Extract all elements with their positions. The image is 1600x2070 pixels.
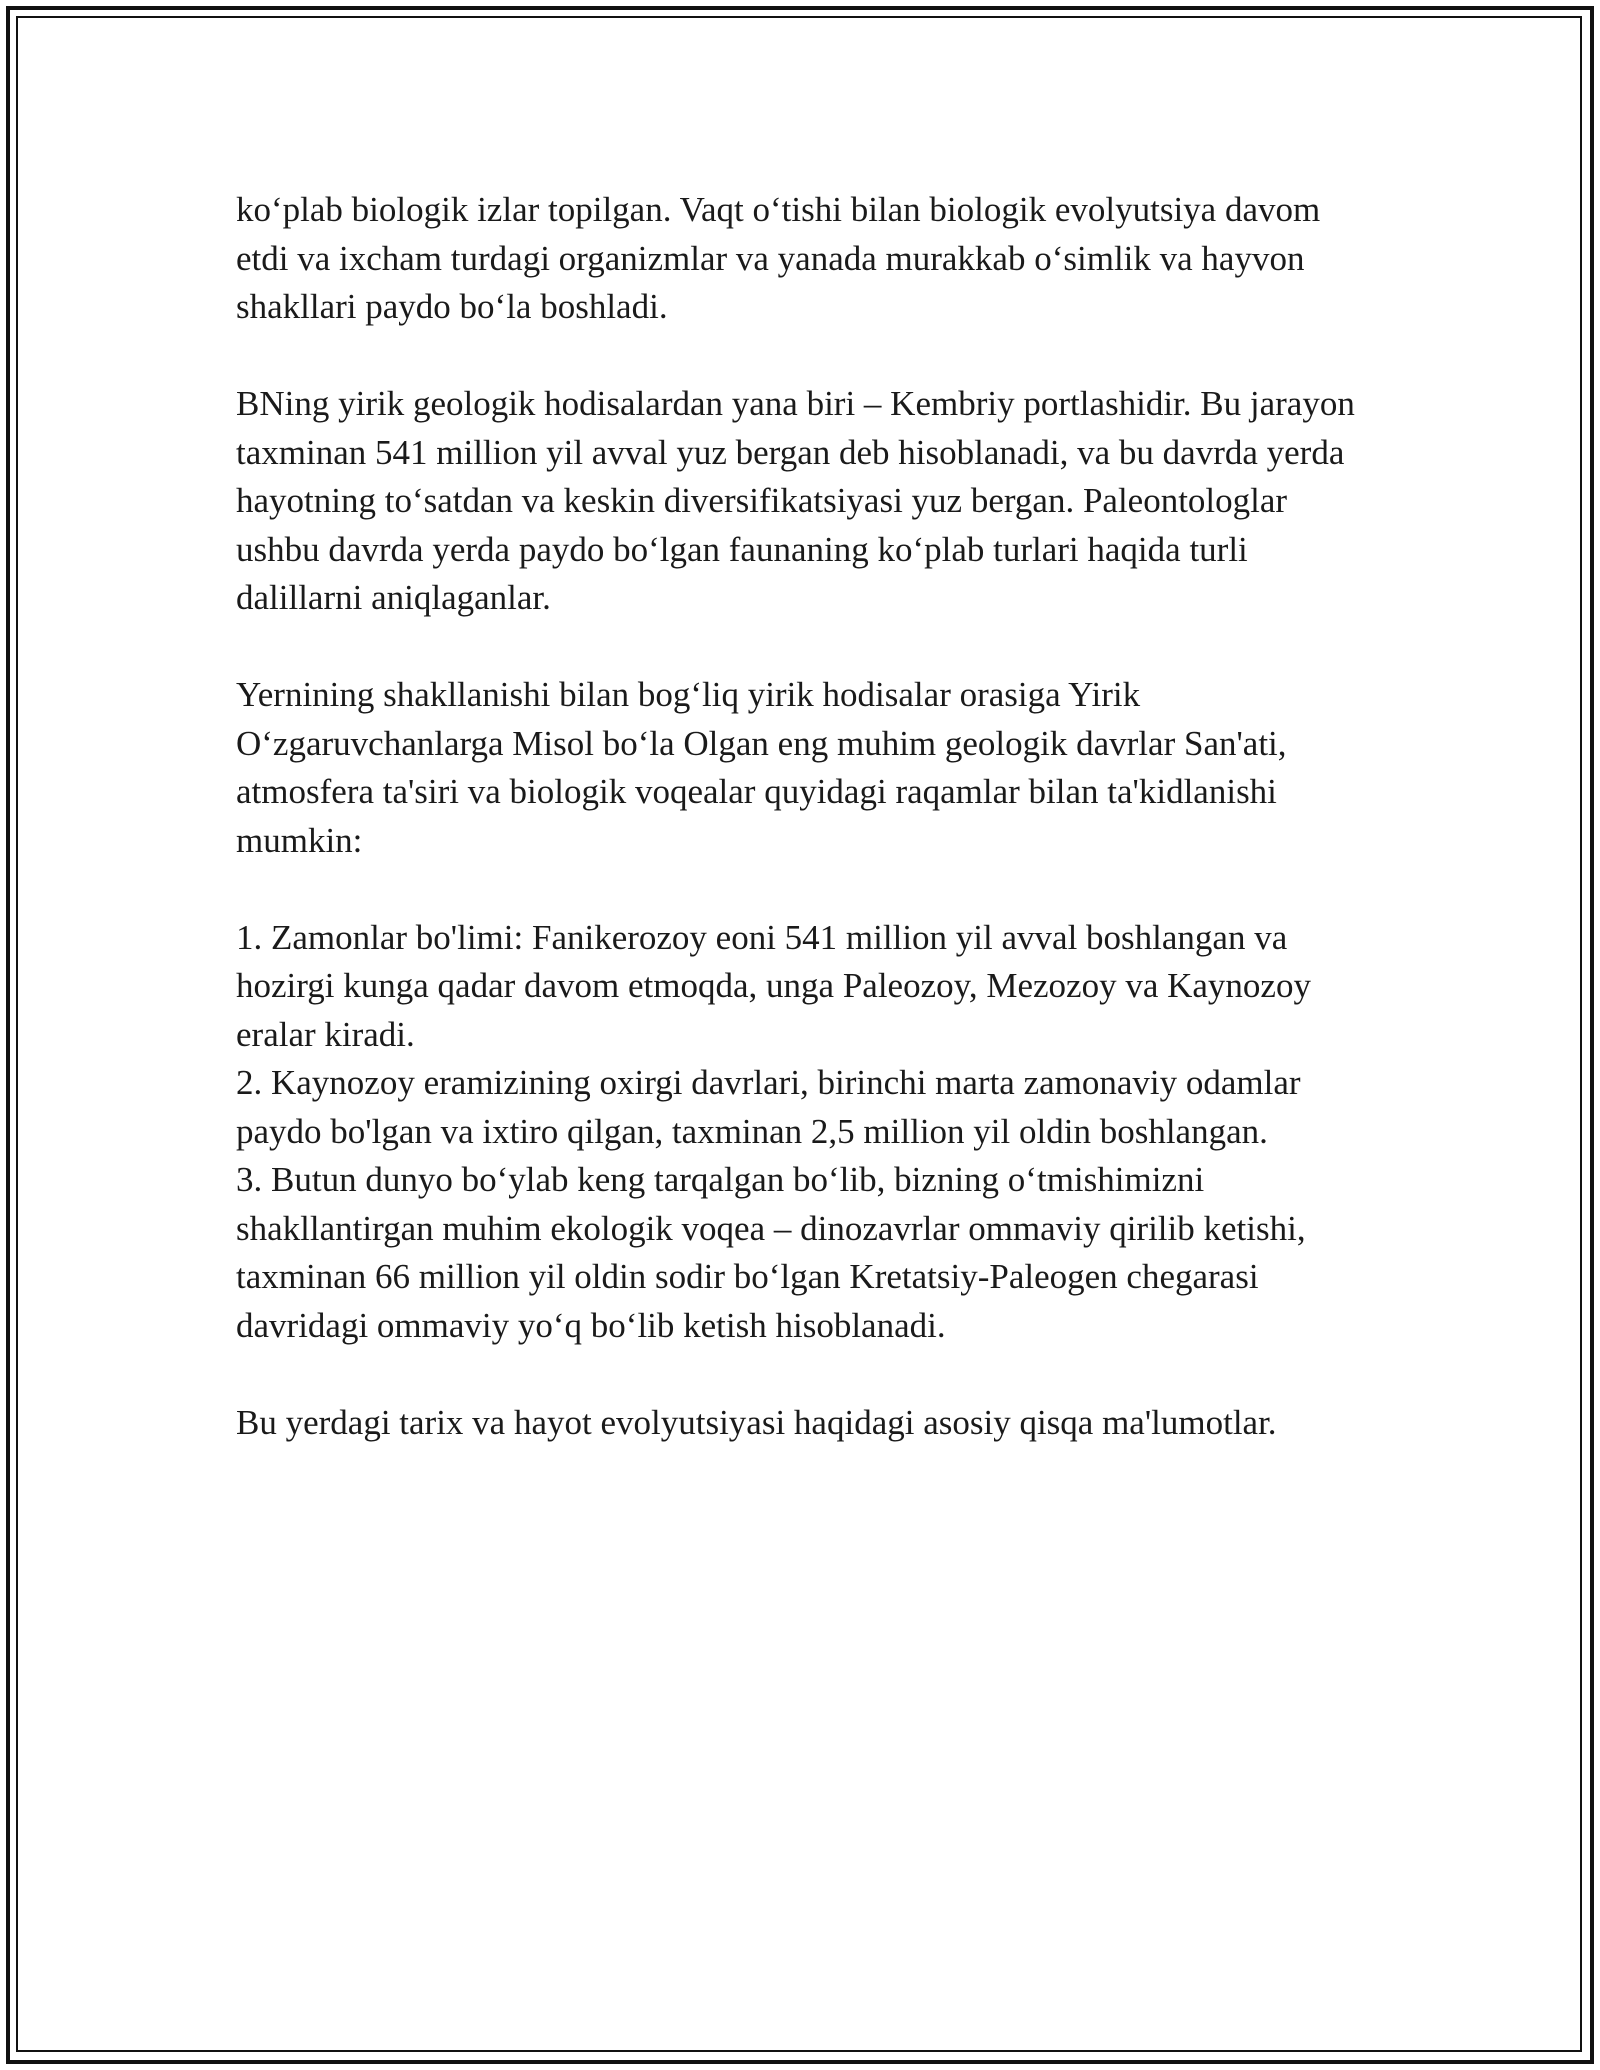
paragraph-1: ko‘plab biologik izlar topilgan. Vaqt o‘tishi bilan biologik evolyutsiya davom etdi va ixcham turdagi organizmlar va yanada murakkab o‘simlik va hayvon shakllari paydo bo‘la boshladi.	[236, 190, 1321, 326]
closing-paragraph: Bu yerdagi tarix va hayot evolyutsiyasi haqidagi asosiy qisqa ma'lumotlar.	[236, 1402, 1277, 1442]
list-item-3: 3. Butun dunyo bo‘ylab keng tarqalgan bo‘lib, bizning o‘tmishimizni shakllantirgan muhim ekologik voqea – dinozavrlar ommaviy qirilib ketishi, taxminan 66 million yil oldin sodir bo‘lgan Kretatsiy-Paleogen chegarasi davridagi ommaviy yo‘q bo‘lib ketish hisoblanadi.	[236, 1160, 1306, 1345]
numbered-list	[236, 914, 1376, 1351]
paragraph-3: Yernining shakllanishi bilan bog‘liq yirik hodisalar orasiga Yirik O‘zgaruvchanlarga Misol bo‘la Olgan eng muhim geologik davrlar San'ati, atmosfera ta'siri va biologik voqealar quyidagi raqamlar bilan ta'kidlanishi mumkin:	[236, 675, 1287, 860]
list-item-2: 2. Kaynozoy eramizining oxirgi davrlari, birinchi marta zamonaviy odamlar paydo bo'lgan va ixtiro qilgan, taxminan 2,5 million yil oldin boshlangan.	[236, 1063, 1301, 1151]
paragraph-2: BNing yirik geologik hodisalardan yana biri – Kembriy portlashidir. Bu jarayon taxminan 541 million yil avval yuz bergan deb hisoblanadi, va bu davrda yerda hayotning to‘satdan va keskin diversifikatsiyasi yuz bergan. Paleontologlar ushbu davrda yerda paydo bo‘lgan faunaning ko‘plab turlari haqida turli dalillarni aniqlaganlar.	[236, 384, 1355, 617]
document-body	[236, 186, 1376, 1447]
list-item-1: 1. Zamonlar bo'limi: Fanikerozoy eoni 541 million yil avval boshlangan va hozirgi kunga qadar davom etmoqda, unga Paleozoy, Mezozoy va Kaynozoy eralar kiradi.	[236, 917, 1311, 1054]
